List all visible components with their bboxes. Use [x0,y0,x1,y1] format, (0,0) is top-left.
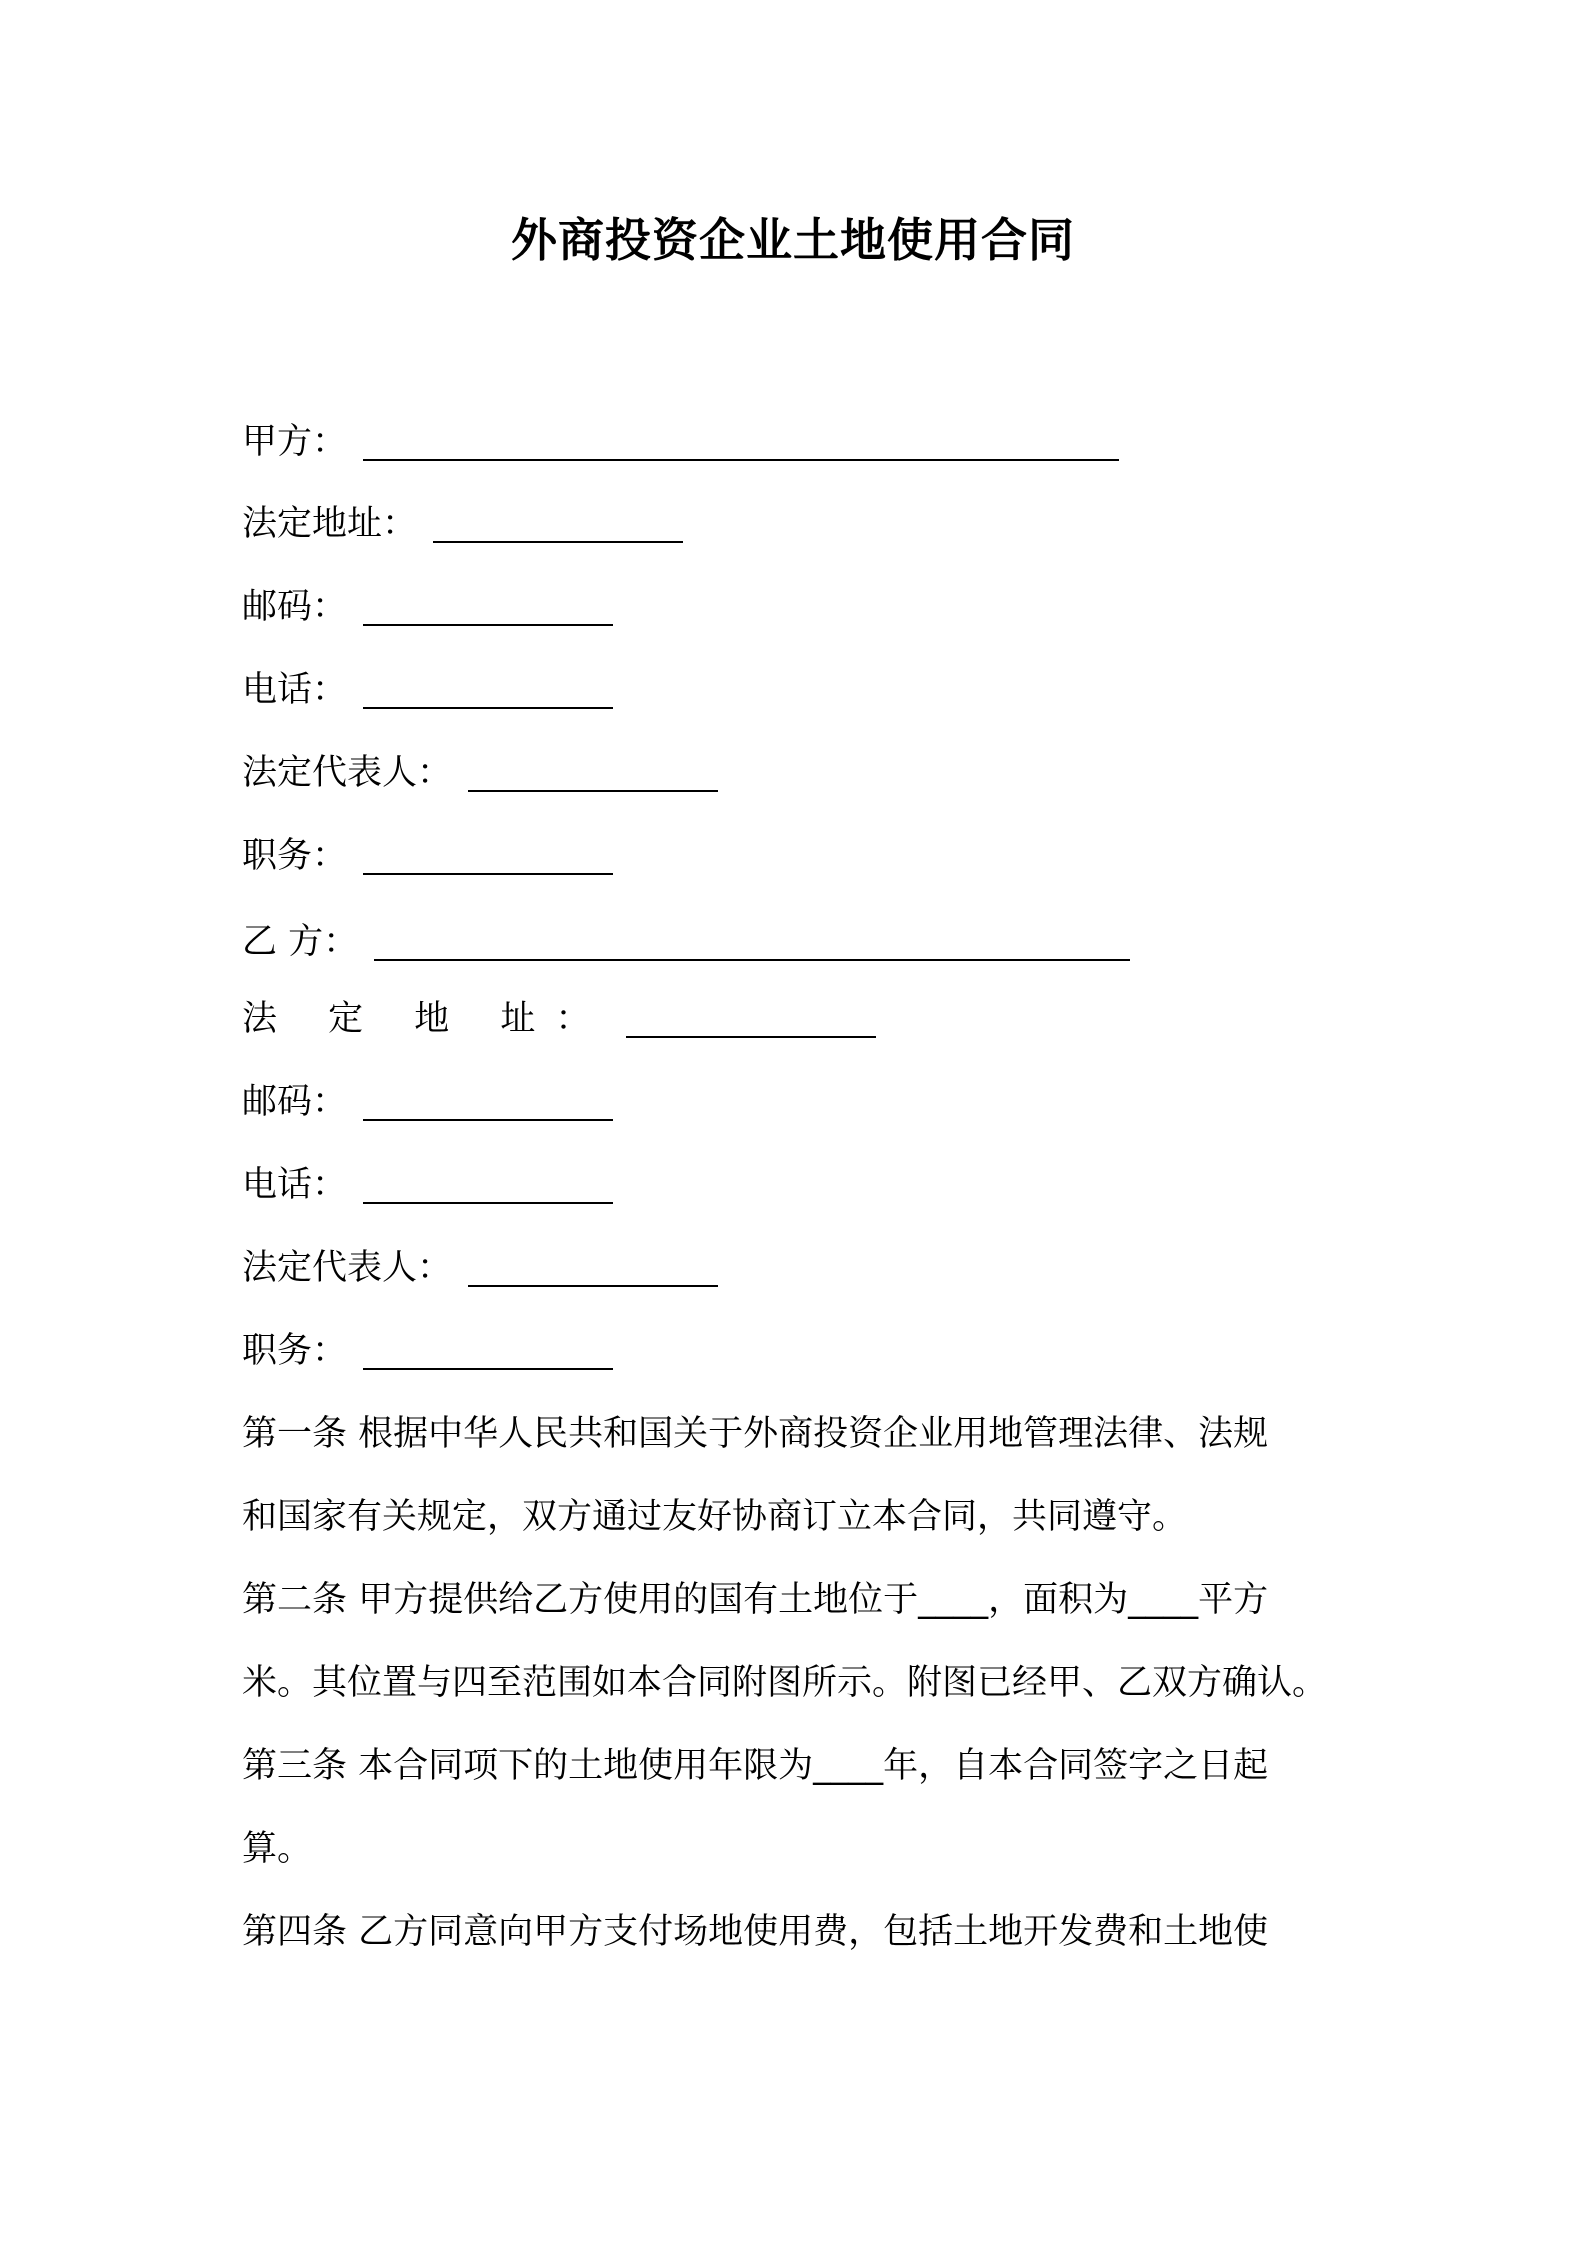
article-4-line-1: 第四条 乙方同意向甲方支付场地使用费，包括土地开发费和土地使 [242,1912,1269,1952]
party-a-postcode-row [242,583,613,631]
party-b-representative-blank[interactable] [468,1259,718,1287]
party-a-position-blank[interactable] [363,847,613,875]
article-2-line-1: 第二条 甲方提供给乙方使用的国有土地位于____，面积为____平方 [242,1580,1269,1620]
party-b-row [242,918,1130,966]
party-b-label: 乙 方： [242,922,359,962]
party-a-address-row [242,500,683,548]
party-b-representative-row [242,1244,718,1292]
party-b-address-label: 法 定 地 址： [242,999,611,1039]
party-a-phone-blank[interactable] [363,681,613,709]
party-b-blank[interactable] [374,933,1130,961]
party-a-row [242,418,1119,466]
article-2-line-2: 米。其位置与四至范围如本合同附图所示。附图已经甲、乙双方确认。 [242,1663,1328,1703]
party-a-address-label: 法定地址： [242,504,418,544]
party-a-position-label: 职务： [242,836,348,876]
party-b-phone-blank[interactable] [363,1176,613,1204]
party-a-address-blank[interactable] [433,515,683,543]
party-a-blank[interactable] [363,433,1119,461]
party-a-postcode-blank[interactable] [363,598,613,626]
party-a-phone-label: 电话： [242,670,348,710]
article-3-line-1: 第三条 本合同项下的土地使用年限为____年，自本合同签字之日起 [242,1746,1269,1786]
party-a-representative-row [242,749,718,797]
party-a-representative-blank[interactable] [468,764,718,792]
party-b-postcode-blank[interactable] [363,1093,613,1121]
party-b-position-blank[interactable] [363,1342,613,1370]
party-b-representative-label: 法定代表人： [242,1248,453,1288]
article-1-line-1: 第一条 根据中华人民共和国关于外商投资企业用地管理法律、法规 [242,1414,1269,1454]
party-b-postcode-row [242,1078,613,1126]
party-b-address-blank[interactable] [626,1010,876,1038]
party-b-position-label: 职务： [242,1331,348,1371]
party-b-phone-row [242,1161,613,1209]
party-b-phone-label: 电话： [242,1165,348,1205]
article-3-line-2: 算。 [242,1829,313,1869]
party-a-representative-label: 法定代表人： [242,753,453,793]
party-b-position-row [242,1327,613,1375]
party-a-label: 甲方： [242,422,348,462]
party-b-postcode-label: 邮码： [242,1082,348,1122]
party-a-postcode-label: 邮码： [242,587,348,627]
party-a-position-row [242,832,613,880]
article-1-line-2: 和国家有关规定，双方通过友好协商订立本合同，共同遵守。 [242,1497,1188,1537]
party-b-address-row [242,995,876,1043]
party-a-phone-row [242,666,613,714]
document-title: 外商投资企业土地使用合同 [511,213,1075,267]
